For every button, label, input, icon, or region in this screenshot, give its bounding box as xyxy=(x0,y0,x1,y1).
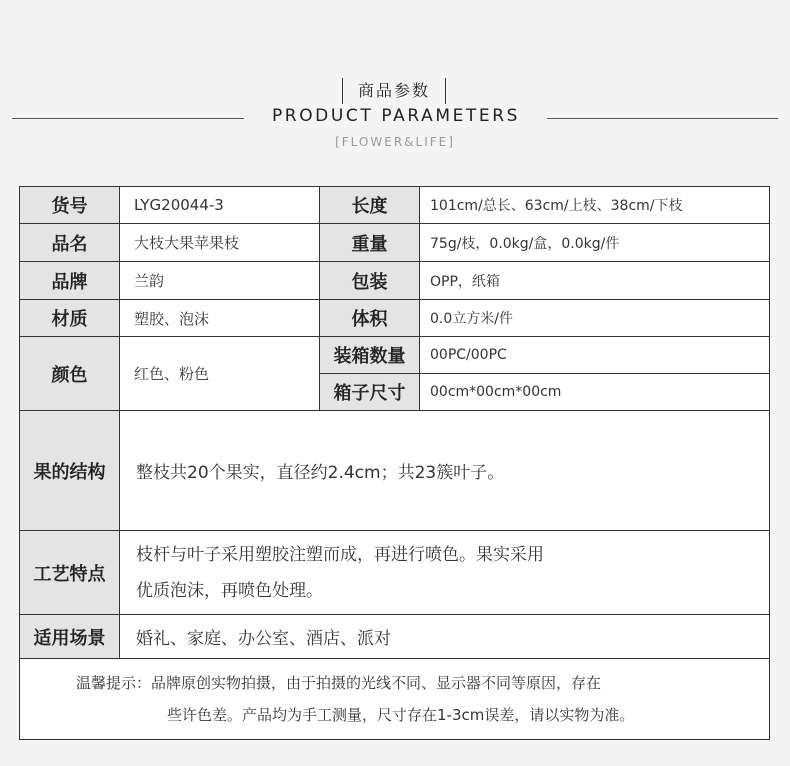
header-divider-right xyxy=(547,118,778,119)
header-divider-left xyxy=(12,118,244,119)
table-row xyxy=(20,615,770,659)
color-value: 红色、粉色 xyxy=(120,337,320,411)
craft-line-2: 优质泡沫，再喷色处理。 xyxy=(136,580,323,601)
table-row xyxy=(20,300,770,337)
volume-value: 0.0立方米/件 xyxy=(420,300,770,337)
volume-label: 体积 xyxy=(320,300,420,337)
craft-value xyxy=(120,531,770,615)
table-row xyxy=(20,337,770,374)
item-no-value: LYG20044-3 xyxy=(120,187,320,224)
table-row xyxy=(20,659,770,740)
usage-value: 婚礼、家庭、办公室、酒店、派对 xyxy=(120,615,770,659)
notice-line-1: 温馨提示：品牌原创实物拍摄，由于拍摄的光线不同、显示器不同等原因，存在 xyxy=(76,674,602,692)
craft-line-1: 枝杆与叶子采用塑胶注塑而成，再进行喷色。果实采用 xyxy=(136,544,544,565)
material-label: 材质 xyxy=(20,300,120,337)
name-value: 大枝大果苹果枝 xyxy=(120,224,320,262)
box-qty-value: 00PC/00PC xyxy=(420,337,770,374)
brand-label: 品牌 xyxy=(20,262,120,300)
usage-label: 适用场景 xyxy=(20,615,120,659)
brand-value: 兰韵 xyxy=(120,262,320,300)
product-parameters-table xyxy=(19,186,770,740)
craft-label: 工艺特点 xyxy=(20,531,120,615)
length-value: 101cm/总长、63cm/上枝、38cm/下枝 xyxy=(420,187,770,224)
table-row xyxy=(20,224,770,262)
header-title-en: PRODUCT PARAMETERS xyxy=(271,106,521,126)
notice-line-2: 些许色差。产品均为手工测量，尺寸存在1-3cm误差，请以实物为准。 xyxy=(167,706,635,724)
material-value: 塑胶、泡沫 xyxy=(120,300,320,337)
structure-label: 果的结构 xyxy=(20,411,120,531)
table-row xyxy=(20,262,770,300)
packaging-label: 包装 xyxy=(320,262,420,300)
weight-label: 重量 xyxy=(320,224,420,262)
structure-value: 整枝共20个果实，直径约2.4cm；共23簇叶子。 xyxy=(120,411,770,531)
name-label: 品名 xyxy=(20,224,120,262)
item-no-label: 货号 xyxy=(20,187,120,224)
table-row xyxy=(20,531,770,615)
weight-value: 75g/枝，0.0kg/盒，0.0kg/件 xyxy=(420,224,770,262)
box-size-value: 00cm*00cm*00cm xyxy=(420,374,770,411)
color-label: 颜色 xyxy=(20,337,120,411)
length-label: 长度 xyxy=(320,187,420,224)
box-size-label: 箱子尺寸 xyxy=(320,374,420,411)
notice xyxy=(20,659,770,740)
header-subtitle: [FLOWER&LIFE] xyxy=(335,135,455,149)
table-row xyxy=(20,411,770,531)
box-qty-label: 装箱数量 xyxy=(320,337,420,374)
header-title-cn: 商品参数 xyxy=(342,78,446,104)
table-row xyxy=(20,187,770,224)
packaging-value: OPP，纸箱 xyxy=(420,262,770,300)
